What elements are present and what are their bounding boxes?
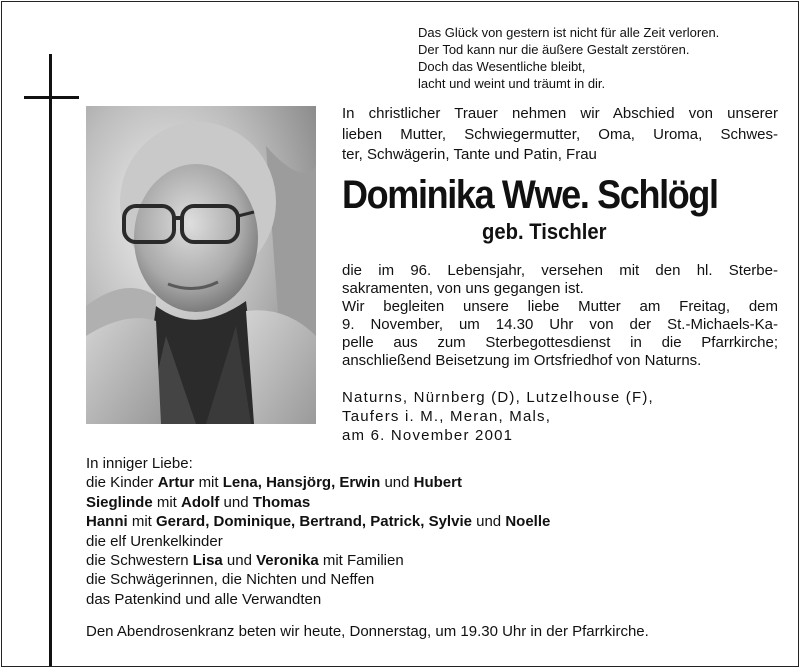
portrait-image [86,106,316,424]
details-line: pelle aus zum Sterbegottesdienst in die Pfarrkirche; [342,334,778,351]
mourner-text: die Kinder [86,474,154,492]
cross-horizontal-bar [24,96,79,99]
details-line: 9. November, um 14.30 Uhr von der St.-Michaels-Ka- [342,316,778,333]
mourner-text: mit [156,493,177,511]
portrait-photo [86,106,316,424]
birth-name: geb. Tischler [482,219,607,244]
mourner-text: und [223,493,249,511]
deceased-name: Dominika Wwe. Schlögl [342,173,718,217]
poem-line: Der Tod kann nur die äußere Gestalt zerstören. [418,42,690,57]
details-line: die im 96. Lebensjahr, versehen mit den hl. Sterbe- [342,262,778,279]
places-line: Naturns, Nürnberg (D), Lutzelhouse (F), [342,389,654,406]
mourner-sister: Lisa [192,552,223,570]
intro-line: lieben Mutter, Schwiegermutter, Oma, Uroma, Schwes- [342,125,778,143]
mourner-child: Artur [157,474,195,492]
intro-paragraph [342,104,778,166]
mourner-child: Sieglinde [86,493,153,511]
poem [418,24,719,92]
mourner-text: mit Familien [322,552,404,570]
poem-line: Das Glück von gestern ist nicht für alle Zeit verloren. [418,25,720,40]
mourner-line [86,493,550,512]
details-line: Wir begleiten unsere liebe Mutter am Freitag, dem [342,298,778,315]
mourners-list [86,454,550,609]
mourners-heading: In inniger Liebe: [86,455,193,472]
mourner-text: mit [198,474,219,492]
funeral-details [342,262,778,370]
mourner-line [86,473,550,492]
details-line: sakramenten, von uns gegangen ist. [342,280,584,297]
mourner-line [86,512,550,531]
mourner-line: die Schwägerinnen, die Nichten und Neffen [86,571,375,589]
mourner-grandchild: Thomas [252,493,311,511]
cross-vertical-bar [49,54,52,666]
mourner-sister: Veronika [256,552,319,570]
mourner-grandchildren: Gerard, Dominique, Bertrand, Patrick, Sylvie [156,513,472,531]
date-line: am 6. November 2001 [342,427,514,444]
mourner-text: und [476,513,502,531]
poem-line: Doch das Wesentliche bleibt, [418,59,586,74]
mourner-line [86,551,550,570]
mourner-text: die Schwestern [86,552,189,570]
mourner-grandchildren: Adolf [181,493,220,511]
mourner-line: die elf Urenkelkinder [86,532,223,550]
mourner-child: Hanni [86,513,128,531]
mourner-line: das Patenkind und alle Verwandten [86,590,322,608]
mourner-grandchild: Hubert [413,474,462,492]
mourner-text: und [384,474,410,492]
rosary-notice: Den Abendrosenkranz beten wir heute, Donnerstag, um 19.30 Uhr in der Pfarrkirche. [86,623,649,640]
mourner-text: und [226,552,252,570]
places-line: Taufers i. M., Meran, Mals, [342,408,552,425]
mourner-grandchildren: Lena, Hansjörg, Erwin [222,474,381,492]
poem-line: lacht und weint und träumt in dir. [418,76,606,91]
intro-line: ter, Schwägerin, Tante und Patin, Frau [342,146,597,163]
intro-line: In christlicher Trauer nehmen wir Abschied von unserer [342,105,778,122]
places-and-date [342,388,654,445]
mourner-text: mit [131,513,152,531]
mourner-grandchild: Noelle [505,513,551,531]
details-line: anschließend Beisetzung im Ortsfriedhof von Naturns. [342,352,702,369]
